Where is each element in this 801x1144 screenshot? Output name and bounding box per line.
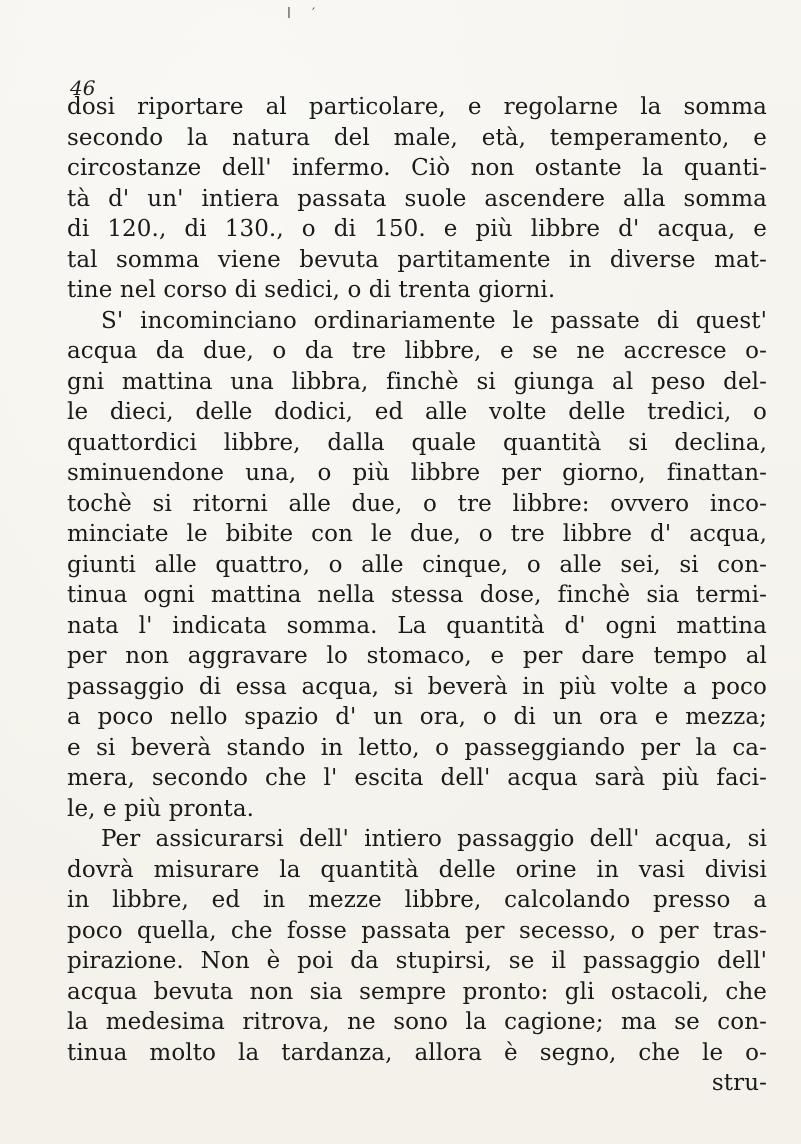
text-line: a poco nello spazio d' un ora, o di un ora e mezza; (67, 704, 767, 730)
text-line: secondo la natura del male, età, temperamento, e (67, 124, 767, 151)
catchword: stru- (711, 1070, 767, 1096)
text-line: sminuendone una, o più libbre per giorno, finattan- (67, 460, 767, 486)
text-line: giunti alle quattro, o alle cinque, o alle sei, si con- (67, 551, 767, 578)
margin-mark: ′ (312, 6, 316, 22)
paragraph-start: Per assicurarsi dell' intiero passaggio dell' acqua, si (101, 826, 767, 852)
text-line: tine nel corso di sedici, o di trenta giorni. (67, 277, 556, 303)
text-line: per non aggravare lo stomaco, e per dare tempo al (67, 643, 767, 669)
text-line: tal somma viene bevuta partitamente in diverse mat- (67, 246, 767, 273)
text-line: le dieci, delle dodici, ed alle volte delle tredici, o (67, 399, 767, 425)
text-line: acqua bevuta non sia sempre pronto: gli ostacoli, che (67, 978, 767, 1005)
text-line: le, e più pronta. (67, 795, 255, 822)
text-line: gni mattina una libbra, finchè si giunga al peso del- (67, 368, 767, 395)
text-line: nata l' indicata somma. La quantità d' ogni mattina (67, 612, 767, 639)
text-line: la medesima ritrova, ne sono la cagione; ma se con- (67, 1009, 767, 1035)
text-line: in libbre, ed in mezze libbre, calcolando presso a (67, 887, 767, 913)
body-text (67, 92, 767, 1099)
text-line: di 120., di 130., o di 150. e più libbre d' acqua, e (67, 216, 767, 242)
text-line: tà d' un' intiera passata suole ascendere alla somma (67, 185, 767, 212)
paragraph-start: S' incominciano ordinariamente le passate di quest' (101, 307, 767, 334)
text-line: acqua da due, o da tre libbre, e se ne accresce o- (67, 338, 767, 364)
text-line: quattordici libbre, dalla quale quantità si declina, (67, 429, 767, 456)
text-line: mera, secondo che l' escita dell' acqua sarà più faci- (67, 765, 767, 791)
page-number: 46 (70, 76, 96, 100)
text-line: passaggio di essa acqua, si beverà in più volte a poco (67, 673, 767, 700)
text-line: minciate le bibite con le due, o tre libbre d' acqua, (67, 521, 767, 547)
text-line: e si beverà stando in letto, o passeggiando per la ca- (67, 734, 767, 761)
text-line: tinua ogni mattina nella stessa dose, finchè sia termi- (67, 582, 767, 608)
text-line: poco quella, che fosse passata per secesso, o per tras- (67, 917, 767, 944)
text-line: tinua molto la tardanza, allora è segno, che le o- (67, 1039, 767, 1066)
text-line: tochè si ritorni alle due, o tre libbre: ovvero inco- (67, 490, 767, 517)
text-line: dovrà misurare la quantità delle orine in vasi divisi (67, 856, 767, 883)
text-line: pirazione. Non è poi da stupirsi, se il passaggio dell' (67, 948, 767, 974)
text-line: dosi riportare al particolare, e regolarne la somma (67, 94, 767, 120)
margin-mark: l (287, 6, 291, 22)
text-line: circostanze dell' infermo. Ciò non ostante la quanti- (67, 155, 767, 181)
